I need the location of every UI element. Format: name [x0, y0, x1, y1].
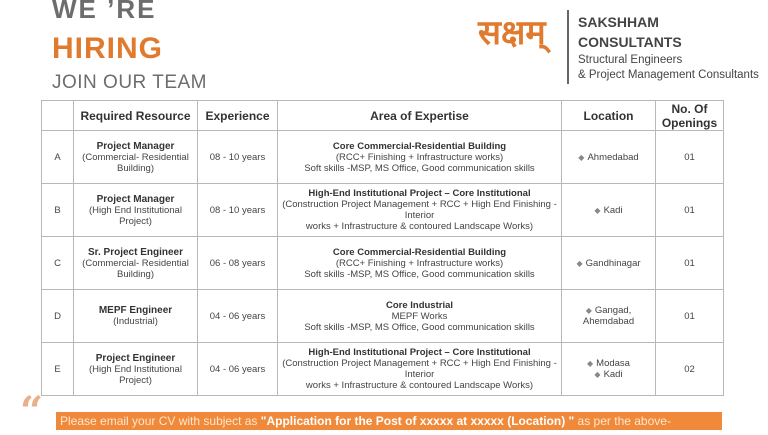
column-header-index	[42, 101, 74, 131]
expertise-title: Core Commercial-Residential Building	[332, 140, 507, 152]
location-pin-icon: ◆	[594, 370, 601, 379]
location-cell	[562, 343, 656, 396]
role-detail: (High End Institutional Project)	[89, 204, 182, 227]
location-name: Gandhinagar	[585, 257, 641, 269]
expertise-line: Soft skills -MSP, MS Office, Good communication skills	[304, 162, 535, 174]
location-name: Modasa	[596, 358, 630, 369]
openings-cell: 02	[656, 343, 724, 396]
expertise-title: High-End Institutional Project – Core Institutional	[308, 188, 531, 199]
expertise-line: MEPF Works	[391, 310, 448, 322]
expertise-line: Soft skills -MSP, MS Office, Good communication skills	[304, 321, 535, 333]
banner-subject-line: "Application for the Post of xxxxx at xxxxx (Location) "	[260, 414, 575, 428]
role-detail: (High End Institutional Project)	[89, 363, 182, 386]
column-header-openings: No. Of Openings	[656, 101, 724, 131]
openings-cell: 01	[656, 237, 724, 290]
row-index: E	[42, 343, 74, 396]
role-title: Project Engineer	[95, 352, 176, 364]
openings-cell: 01	[656, 290, 724, 343]
expertise-line: (Construction Project Management + RCC + High End Finishing - Interior	[282, 199, 557, 221]
location-pin-icon: ◆	[576, 258, 583, 268]
header-join-our-team: JOIN OUR TEAM	[52, 72, 207, 93]
role-title: Sr. Project Engineer	[87, 246, 184, 258]
banner-text-after: as per the above-	[574, 414, 671, 428]
role-detail: (Industrial)	[113, 316, 158, 327]
location-name: Gangad, Ahemdabad	[582, 305, 635, 327]
company-name-line2: CONSULTANTS	[578, 34, 682, 50]
column-header-experience: Experience	[198, 101, 278, 131]
expertise-cell	[278, 343, 562, 396]
expertise-cell	[278, 237, 562, 290]
role-cell	[74, 343, 198, 396]
company-name-line1: SAKSHHAM	[578, 14, 659, 30]
expertise-title: Core Industrial	[385, 299, 454, 311]
experience-cell: 08 - 10 years	[198, 131, 278, 184]
column-header-expertise: Area of Expertise	[278, 101, 562, 131]
row-index: B	[42, 184, 74, 237]
role-title: MEPF Engineer	[98, 305, 173, 316]
expertise-line: works + Infrastructure & contoured Landscape Works)	[305, 380, 534, 391]
table-row	[42, 184, 724, 237]
role-cell	[74, 131, 198, 184]
banner-text-before: Please email your CV with subject as	[60, 414, 261, 428]
company-tagline-line1: Structural Engineers	[578, 54, 683, 66]
expertise-cell	[278, 290, 562, 343]
table-row	[42, 237, 724, 290]
role-cell	[74, 184, 198, 237]
openings-cell: 01	[656, 184, 724, 237]
location-cell	[562, 131, 656, 184]
row-index: D	[42, 290, 74, 343]
company-logo: सक्षम्	[478, 13, 546, 53]
row-index: C	[42, 237, 74, 290]
role-title: Project Manager	[96, 193, 175, 205]
role-detail: (Commercial- Residential Building)	[82, 257, 189, 280]
experience-cell: 04 - 06 years	[198, 290, 278, 343]
header-hiring: HIRING	[52, 32, 163, 65]
table-header-row	[42, 101, 724, 131]
company-name	[578, 12, 682, 52]
table-row	[42, 131, 724, 184]
header-we-are: WE ’RE	[52, 0, 157, 24]
role-cell	[74, 237, 198, 290]
quote-mark-icon: “	[20, 388, 44, 435]
table-row	[42, 290, 724, 343]
location-pin-icon: ◆	[585, 306, 592, 315]
table-row	[42, 343, 724, 396]
row-index: A	[42, 131, 74, 184]
expertise-line: works + Infrastructure & contoured Landscape Works)	[305, 221, 534, 232]
expertise-title: Core Commercial-Residential Building	[332, 246, 507, 258]
role-detail: (Commercial- Residential Building)	[82, 151, 189, 174]
company-tagline	[578, 53, 759, 83]
expertise-line: (RCC+ Finishing + Infrastructure works)	[335, 257, 504, 269]
openings-cell: 01	[656, 131, 724, 184]
role-cell	[74, 290, 198, 343]
location-pin-icon: ◆	[587, 359, 594, 368]
location-cell	[562, 290, 656, 343]
location-cell	[562, 184, 656, 237]
location-pin-icon: ◆	[594, 205, 601, 215]
expertise-cell	[278, 184, 562, 237]
location-cell	[562, 237, 656, 290]
company-tagline-line2: & Project Management Consultants	[578, 69, 759, 81]
location-name: Ahmedabad	[587, 151, 639, 163]
logo-divider	[567, 10, 569, 84]
apply-instructions-banner	[56, 412, 722, 430]
expertise-line: Soft skills -MSP, MS Office, Good communication skills	[304, 268, 535, 280]
column-header-resource: Required Resource	[74, 101, 198, 131]
expertise-line: (RCC+ Finishing + Infrastructure works)	[335, 151, 504, 163]
location-pin-icon: ◆	[578, 152, 585, 162]
experience-cell: 04 - 06 years	[198, 343, 278, 396]
role-title: Project Manager	[96, 140, 175, 152]
expertise-line: (Construction Project Management + RCC + High End Finishing - Interior	[282, 358, 557, 380]
column-header-location: Location	[562, 101, 656, 131]
openings-table	[41, 100, 724, 396]
experience-cell: 08 - 10 years	[198, 184, 278, 237]
experience-cell: 06 - 08 years	[198, 237, 278, 290]
expertise-title: High-End Institutional Project – Core Institutional	[308, 347, 531, 358]
expertise-cell	[278, 131, 562, 184]
location-name: Kadi	[603, 204, 623, 216]
location-name: Kadi	[603, 369, 623, 380]
